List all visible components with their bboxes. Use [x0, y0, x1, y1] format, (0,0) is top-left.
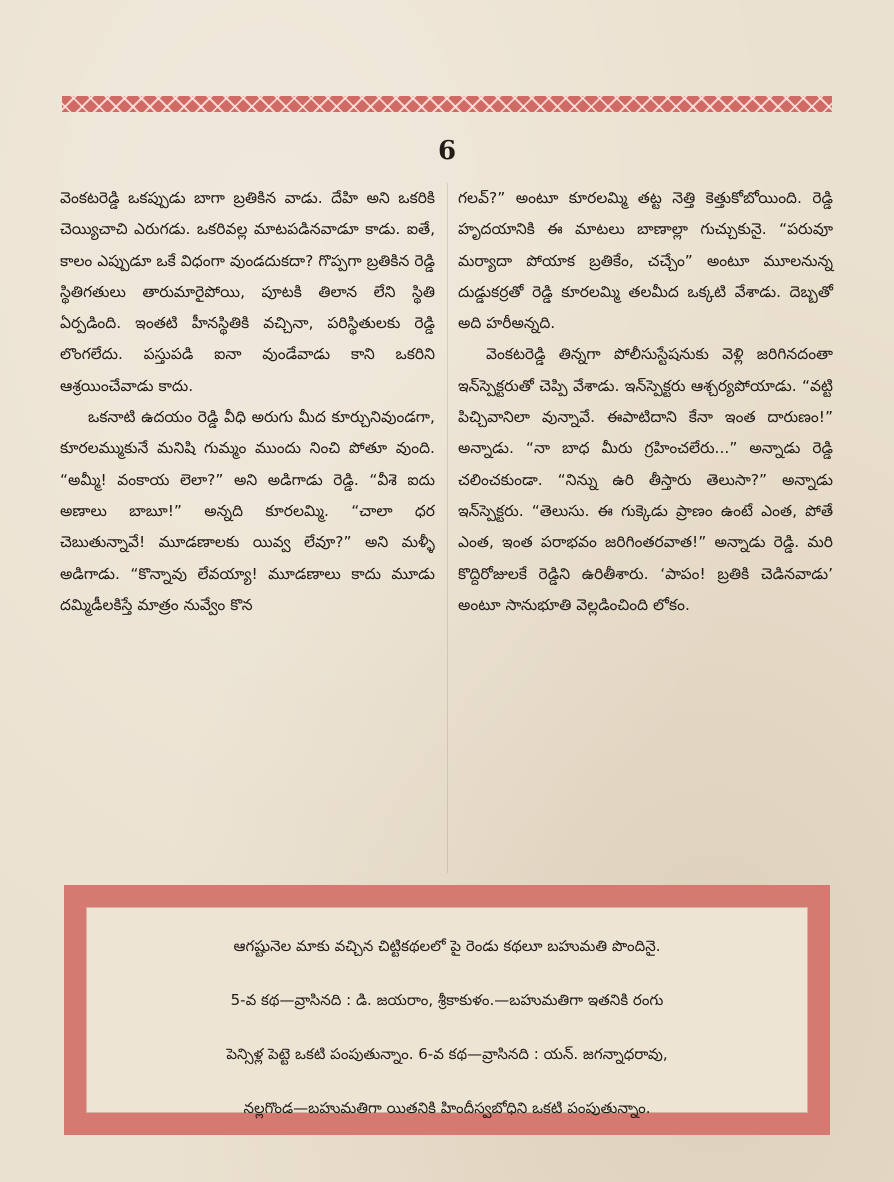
decorative-border-band: [62, 96, 832, 112]
page-number: 6: [437, 136, 457, 166]
notice-line: 5-వ కథ—వ్రాసినది : డి. జయరాం, శ్రీకాకుళం.—బహుమతిగా ఇతనికి రంగు: [230, 991, 664, 1009]
story-column-left: [60, 183, 435, 621]
story-paragraph: గలవ్?” అంటూ కూరలమ్మి తట్ట నెత్తి కెత్తుకోబోయింది. రెడ్డి హృదయానికి ఈ మాటలు బాణాల్లా గుచ్చుకునై. “పరువూ మర్యాదా పోయాక బ్రతికేం, చచ్చేం” అంటూ మూలనున్న దుడ్డుకర్రతో రెడ్డి కూరలమ్మి తలమీద ఒక్కటి వేశాడు. దెబ్బతో అది హరీఅన్నది.: [458, 189, 833, 333]
notice-line: నల్లగొండ—బహుమతిగా యితనికి హిందీస్వబోధిని ఒకటి పంపుతున్నాం.: [243, 1099, 651, 1117]
notice-line: ఆగష్టునెల మాకు వచ్చిన చిట్టికథలలో పై రెండు కథలూ బహుమతి పొందినై.: [233, 937, 661, 955]
story-paragraph: వెంకటరెడ్డి ఒకప్పుడు బాగా బ్రతికిన వాడు. దేహి అని ఒకరికి చెయ్యిచాచి ఎరుగడు. ఒకరివల్ల మాటపడినవాడూ కాడు. ఐతే, కాలం ఎప్పుడూ ఒకే విధంగా వుండదుకదా? గొప్పగా బ్రతికిన రెడ్డి స్థితిగతులు తారుమారైపోయి, పూటకి తిలాన లేని స్థితి ఏర్పడింది. ఇంతటి హీనస్థితికి వచ్చినా, పరిస్థితులకు రెడ్డి లొంగలేదు. పస్తుపడి ఐనా వుండేవాడు కాని ఒకరిని ఆశ్రయించేవాడు కాదు.: [60, 189, 435, 395]
story-paragraph: ఒకనాటి ఉదయం రెడ్డి వీధి అరుగు మీద కూర్చునివుండగా, కూరలమ్ముకునే మనిషి గుమ్మం ముందు నించి పోతూ వుంది. “అమ్మీ! వంకాయ లెలా?” అని అడిగాడు రెడ్డి. “వీశె ఐదు అణాలు బాబూ!” అన్నది కూరలమ్మి. “చాలా ధర చెబుతున్నావే! మూడణాలకు యివ్వ లేవూ?” అని మళ్ళీ అడిగాడు. “కొన్నావు లేవయ్యా! మూడణాలు కాదు మూడు దమ్మిడీలకిస్తే మాత్రం నువ్వేం కొన: [60, 408, 435, 614]
column-divider: [447, 183, 448, 873]
story-column-right: [458, 183, 833, 621]
story-paragraph: వెంకటరెడ్డి తిన్నగా పోలీసుస్టేషనుకు వెళ్లి జరిగినదంతా ఇన్‌స్పెక్టరుతో చెప్పి వేశాడు. ఇన్‌స్పెక్టరు ఆశ్చర్యపోయాడు. “వట్టి పిచ్చివానిలా వున్నావే. ఈపాటిదాని కేనా ఇంత దారుణం!” అన్నాడు. “నా బాధ మీరు గ్రహించలేరు...” అన్నాడు రెడ్డి చలించకుండా. “నిన్ను ఉరి తీస్తారు తెలుసా?” అన్నాడు ఇన్‌స్పెక్టరు. “తెలుసు. ఈ గుక్కెడు ప్రాణం ఉంటే ఎంత, పోతే ఎంత, ఇంత పరాభవం జరిగింతరవాత!” అన్నాడు రెడ్డి. మరి కొద్దిరోజులకే రెడ్డిని ఉరితీశారు. ‘పాపం! బ్రతికి చెడినవాడు’ అంటూ సానుభూతి వెల్లడించింది లోకం.: [458, 345, 833, 614]
notice-line: పెన్సిళ్ల పెట్టె ఒకటి పంపుతున్నాం. 6-వ కథ—వ్రాసినది : యన్. జగన్నాధరావు,: [226, 1045, 668, 1063]
prize-notice-box: [64, 885, 830, 1135]
